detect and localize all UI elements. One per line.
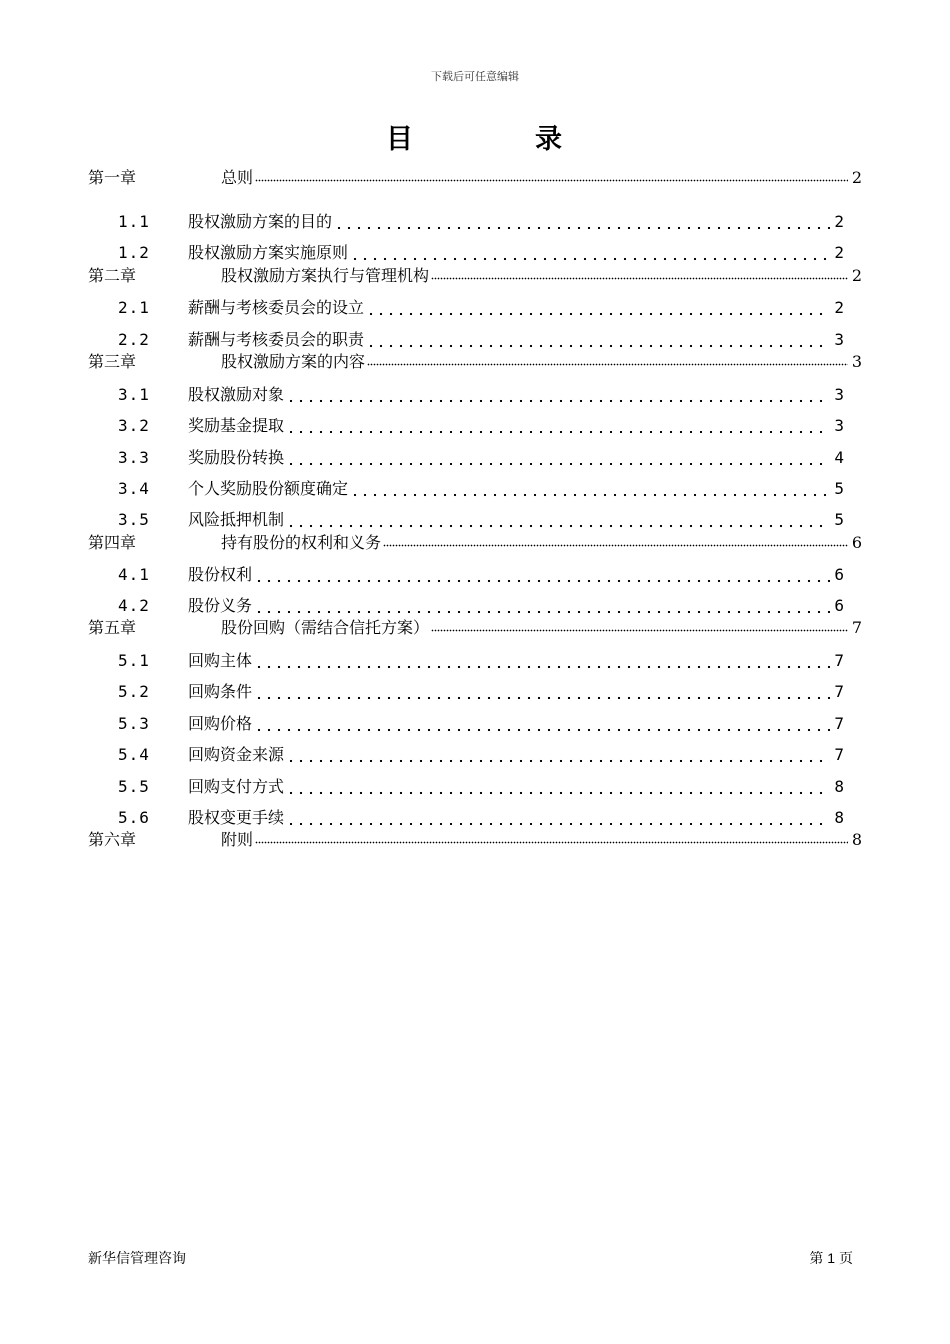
toc-section-2-2[interactable]	[118, 329, 844, 351]
toc-title-char-2: 录	[535, 124, 562, 155]
toc-chapter-2[interactable]	[88, 265, 862, 287]
page-number: 6	[851, 533, 862, 552]
section-number: 5.4	[118, 745, 150, 764]
page-number: 2	[834, 243, 844, 262]
toc-title	[0, 117, 950, 155]
section-title: 回购条件	[188, 682, 253, 701]
footer-page-label: 第 1 页	[809, 1250, 853, 1266]
section-title: 回购支付方式	[188, 777, 285, 796]
section-title: 回购资金来源	[188, 745, 285, 764]
dot-leader	[350, 256, 830, 262]
section-title: 股权激励方案实施原则	[188, 243, 349, 262]
toc-section-3-2[interactable]	[118, 415, 844, 437]
toc-chapter-3[interactable]	[88, 351, 862, 373]
section-number: 4.1	[118, 565, 150, 584]
section-number: 5.6	[118, 808, 150, 827]
page-number: 2	[834, 298, 844, 317]
section-number: 3.2	[118, 416, 150, 435]
section-number: 3.4	[118, 479, 150, 498]
section-title: 股权激励方案的目的	[188, 212, 333, 231]
chapter-number: 第五章	[88, 618, 137, 637]
toc-section-1-2[interactable]	[118, 242, 844, 264]
toc-chapter-5[interactable]	[88, 617, 862, 639]
toc-section-1-1[interactable]	[118, 211, 844, 233]
dot-leader	[367, 363, 848, 368]
page-number: 6	[834, 596, 844, 615]
section-title: 奖励股份转换	[188, 448, 285, 467]
toc-section-3-5[interactable]	[118, 509, 844, 531]
dot-leader	[366, 311, 830, 317]
dot-leader	[286, 821, 830, 827]
toc-section-5-5[interactable]	[118, 776, 844, 798]
chapter-title: 股份回购（需结合信托方案）	[221, 618, 430, 637]
page-number: 4	[834, 448, 844, 467]
toc-section-5-3[interactable]	[118, 713, 844, 735]
toc-section-3-1[interactable]	[118, 384, 844, 406]
section-title: 风险抵押机制	[188, 510, 285, 529]
page-number: 7	[834, 714, 844, 733]
page-number: 6	[834, 565, 844, 584]
toc-section-5-4[interactable]	[118, 744, 844, 766]
section-number: 5.1	[118, 651, 150, 670]
page-number: 3	[834, 330, 844, 349]
dot-leader	[286, 429, 830, 435]
dot-leader	[255, 841, 848, 846]
toc-section-3-4[interactable]	[118, 478, 844, 500]
section-number: 3.1	[118, 385, 150, 404]
dot-leader	[286, 758, 830, 764]
dot-leader	[286, 398, 830, 404]
section-title: 个人奖励股份额度确定	[188, 479, 349, 498]
dot-leader	[254, 609, 830, 615]
page-number: 7	[834, 745, 844, 764]
toc-section-5-6[interactable]	[118, 807, 844, 829]
toc-title-char-1: 目	[386, 124, 413, 155]
dot-leader	[255, 179, 848, 184]
chapter-number: 第六章	[88, 830, 137, 849]
section-number: 3.5	[118, 510, 150, 529]
dot-leader	[350, 492, 830, 498]
section-number: 4.2	[118, 596, 150, 615]
chapter-number: 第二章	[88, 266, 137, 285]
section-number: 1.1	[118, 212, 150, 231]
dot-leader	[431, 277, 848, 282]
dot-leader	[286, 523, 830, 529]
section-number: 5.5	[118, 777, 150, 796]
section-title: 薪酬与考核委员会的设立	[188, 298, 365, 317]
section-number: 2.1	[118, 298, 150, 317]
dot-leader	[286, 790, 830, 796]
page-number: 3	[851, 352, 862, 371]
page-number: 7	[834, 651, 844, 670]
header-watermark: 下载后可任意编辑	[431, 70, 519, 83]
section-number: 3.3	[118, 448, 150, 467]
section-number: 2.2	[118, 330, 150, 349]
dot-leader	[254, 664, 830, 670]
section-title: 薪酬与考核委员会的职责	[188, 330, 365, 349]
dot-leader	[254, 727, 830, 733]
footer-company: 新华信管理咨询	[88, 1250, 186, 1266]
chapter-title: 股权激励方案的内容	[221, 352, 366, 371]
page-number: 2	[851, 266, 862, 285]
page-number: 7	[834, 682, 844, 701]
chapter-title: 持有股份的权利和义务	[221, 533, 382, 552]
dot-leader	[254, 695, 830, 701]
toc-section-5-2[interactable]	[118, 681, 844, 703]
toc-section-4-2[interactable]	[118, 595, 844, 617]
toc-chapter-4[interactable]	[88, 532, 862, 554]
page-number: 5	[834, 479, 844, 498]
dot-leader	[286, 461, 830, 467]
page-number: 5	[834, 510, 844, 529]
chapter-title: 股权激励方案执行与管理机构	[221, 266, 430, 285]
section-title: 股份权利	[188, 565, 253, 584]
dot-leader	[366, 343, 830, 349]
section-title: 回购价格	[188, 714, 253, 733]
chapter-title: 总则	[221, 168, 254, 187]
page-number: 8	[834, 777, 844, 796]
section-title: 奖励基金提取	[188, 416, 285, 435]
chapter-title: 附则	[221, 830, 254, 849]
dot-leader	[383, 544, 848, 549]
section-number: 1.2	[118, 243, 150, 262]
section-number: 5.2	[118, 682, 150, 701]
toc-section-2-1[interactable]	[118, 297, 844, 319]
section-title: 股权变更手续	[188, 808, 285, 827]
dot-leader	[254, 578, 830, 584]
toc-chapter-1[interactable]	[88, 167, 862, 189]
page-number: 2	[834, 212, 844, 231]
toc-chapter-6[interactable]	[88, 829, 862, 851]
section-title: 回购主体	[188, 651, 253, 670]
toc-section-3-3[interactable]	[118, 447, 844, 469]
section-title: 股权激励对象	[188, 385, 285, 404]
section-title: 股份义务	[188, 596, 253, 615]
toc-section-4-1[interactable]	[118, 564, 844, 586]
page-number: 7	[851, 618, 862, 637]
chapter-number: 第四章	[88, 533, 137, 552]
page-number: 2	[851, 168, 862, 187]
page-number: 8	[851, 830, 862, 849]
page-number: 3	[834, 385, 844, 404]
section-number: 5.3	[118, 714, 150, 733]
page-number: 3	[834, 416, 844, 435]
dot-leader	[431, 629, 848, 634]
chapter-number: 第三章	[88, 352, 137, 371]
chapter-number: 第一章	[88, 168, 137, 187]
toc-section-5-1[interactable]	[118, 650, 844, 672]
page-number: 8	[834, 808, 844, 827]
dot-leader	[334, 225, 830, 231]
